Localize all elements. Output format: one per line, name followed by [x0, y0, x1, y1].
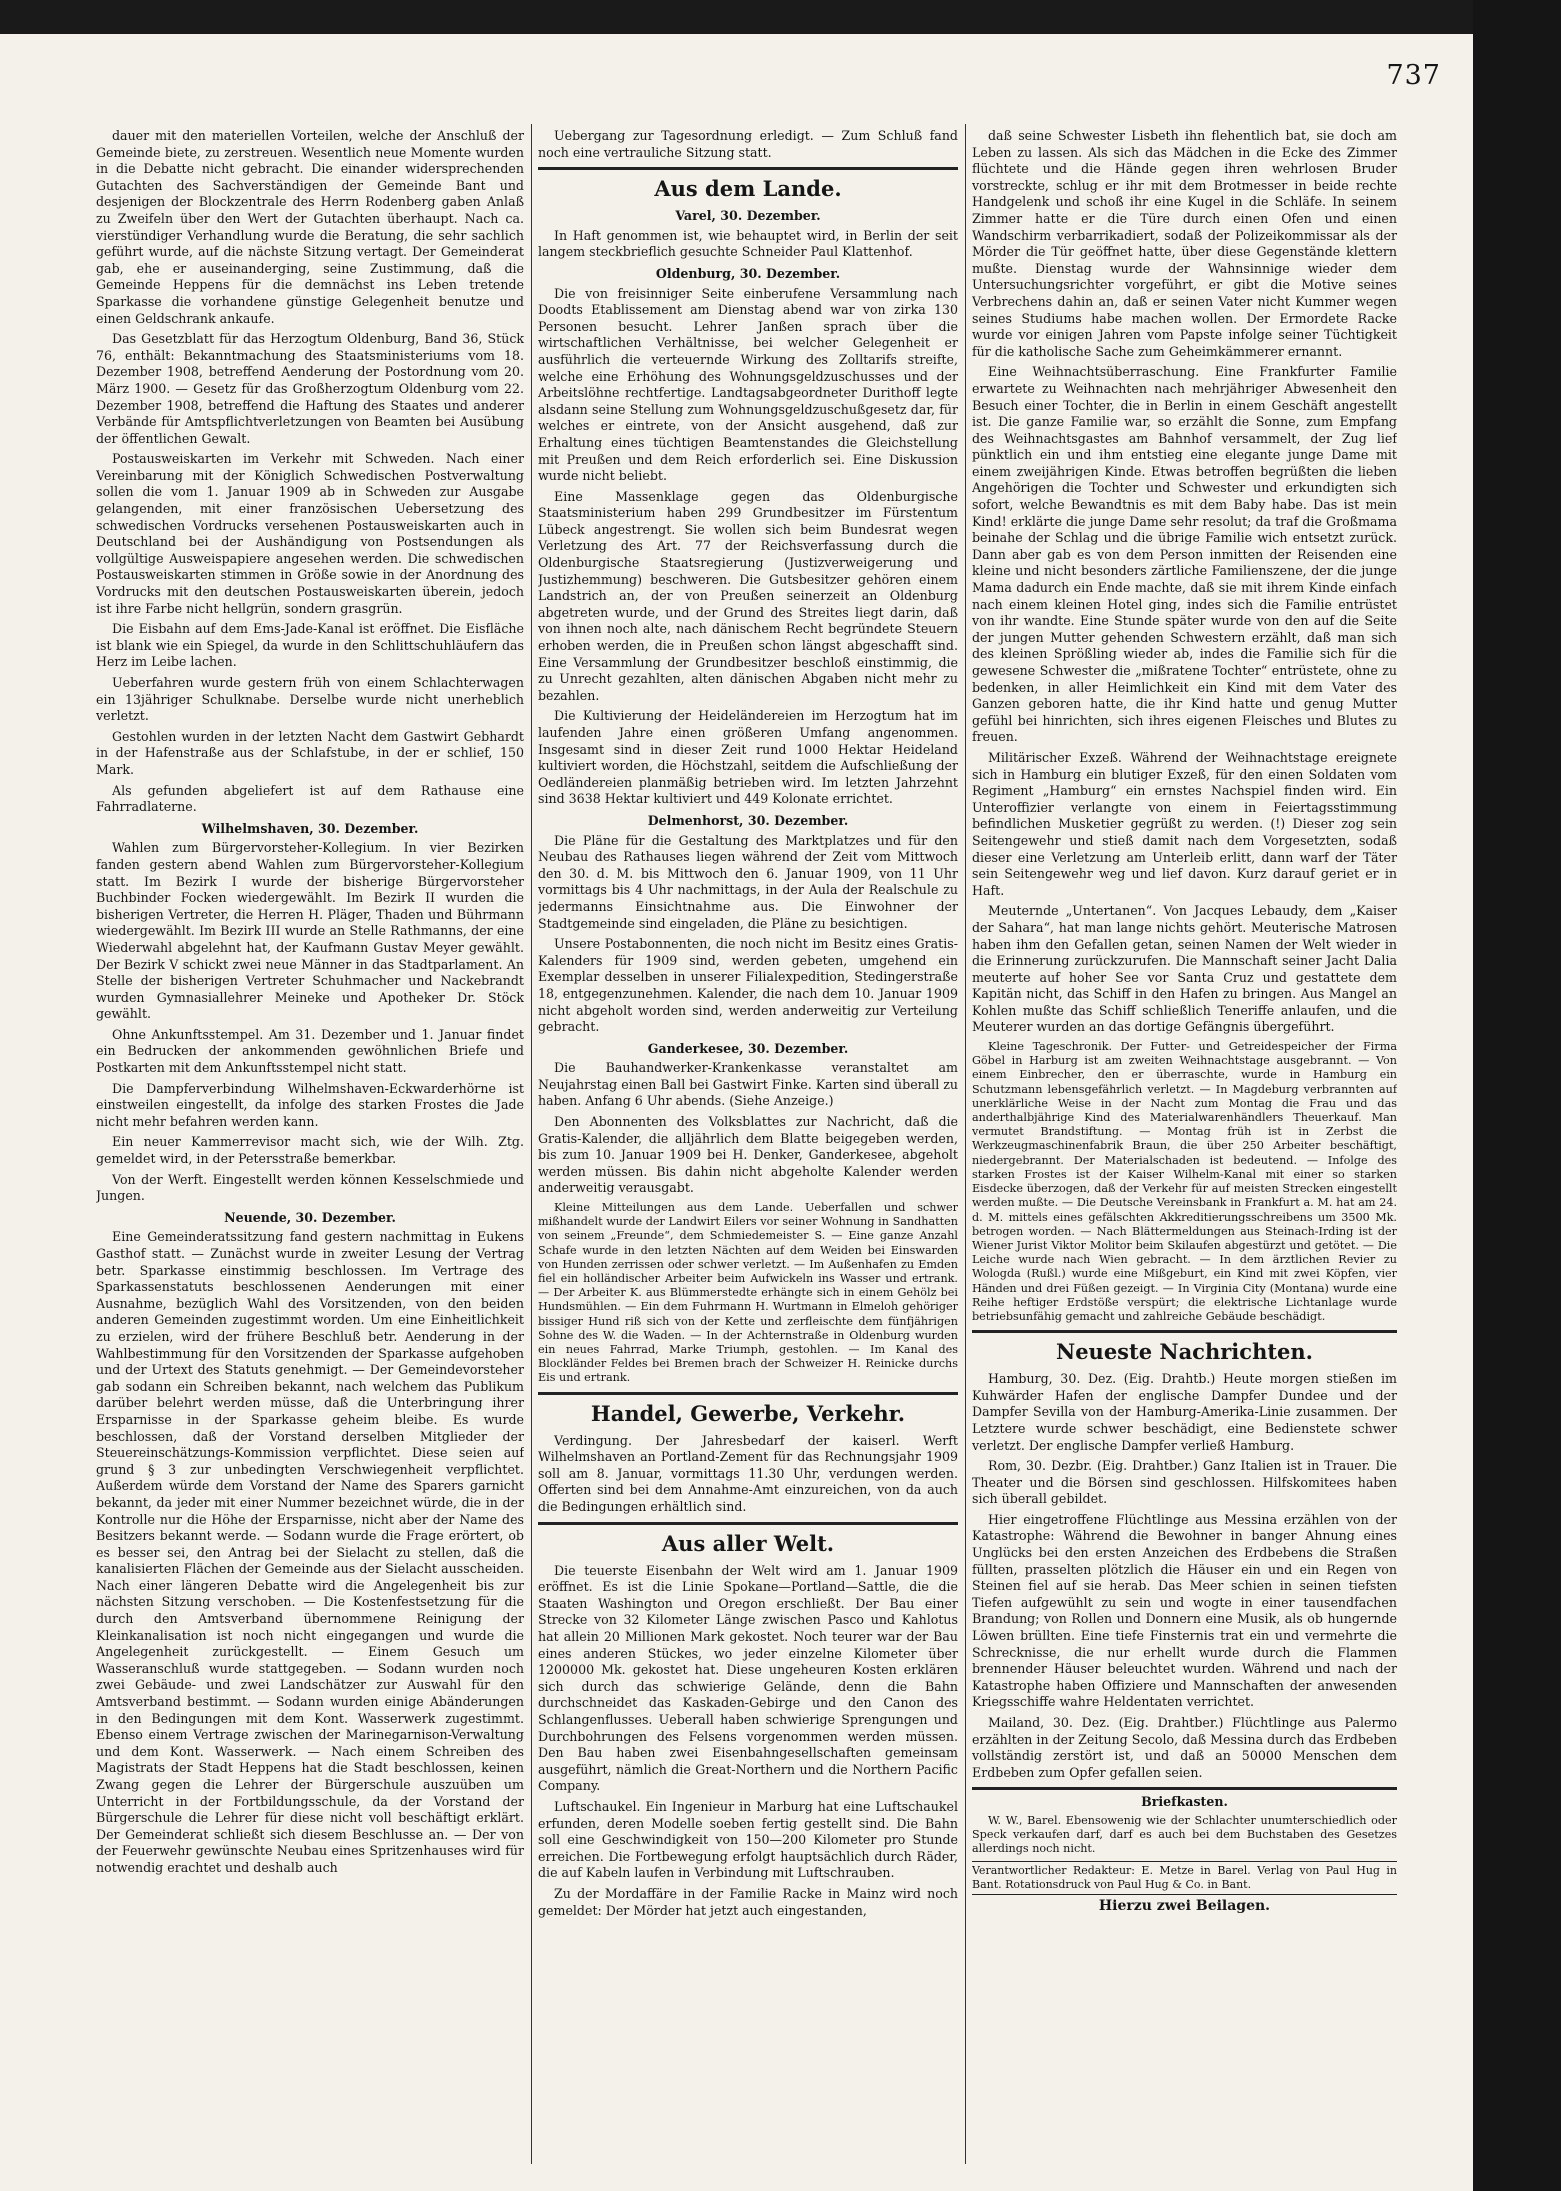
imprint: Verantwortlicher Redakteur: E. Metze in Barel. Verlag von Paul Hug in Bant. Rotationsdruck von Paul Hug & Co. in Bant.	[972, 1861, 1397, 1895]
scan-right-edge	[1473, 0, 1561, 2191]
article-paragraph: W. W., Barel. Ebensowenig wie der Schlachter unumterschiedlich oder Speck verkaufen darf, darf es auch bei dem Buchstaben des Gesetzes allerdings noch nicht.	[972, 1813, 1397, 1856]
article-paragraph: Kleine Mitteilungen aus dem Lande. Ueberfallen und schwer mißhandelt wurde der Landwirt Eilers vor seiner Wohnung in Sandhatten von seinem „Freunde“, dem Schmiedemeister S. — Eine ganze Anzahl Schafe wurde in den letzten Nächten auf dem Weiden bei Einswarden von Hunden zerrissen oder schwer verletzt. — Im Außenhafen zu Emden fiel ein holländischer Arbeiter beim Aufwickeln ins Wasser und ertrank. — Der Arbeiter K. aus Blümmerstedte erhängte sich in einem Gehölz bei Hundsmühlen. — Ein dem Fuhrmann H. Wurtmann in Elmeloh gehöriger bissiger Hund riß sich von der Kette und zerfleischte dem fünfjährigen Sohne des W. die Waden. — In der Achternstraße in Oldenburg wurden ein neues Fahrrad, Marke Triumph, gestohlen. — Im Kanal des Blockländer Feldes bei Bremen brach der Schweizer H. Reinicke durchs Eis und ertrank.	[538, 1201, 958, 1385]
dateline: Wilhelmshaven, 30. Dezember.	[201, 820, 419, 836]
dateline: Oldenburg, 30. Dezember.	[655, 265, 841, 281]
article-paragraph: Wahlen zum Bürgervorsteher-Kollegium. In vier Bezirken fanden gestern abend Wahlen zum Bürgervorsteher-Kollegium statt. Im Bezirk I wurde der bisherige Bürgervorsteher Buchbinder Focken wiedergewählt. Im Bezirk II wurden die bisherigen Vertreter, die Herren H. Pläger, Thaden und Bührmann wiedergewählt. Im Bezirk III wurde an Stelle Rathmanns, der eine Wiederwahl abgelehnt hat, der Kaufmann Gustav Meyer gewählt. Der Bezirk V schickt zwei neue Männer in das Stadtparlament. An Stelle der bisherigen Vertreter Schuhmacher und Nackebrandt wurden Gymnasiallehrer Meineke und Apotheker Dr. Stöck gewählt.	[96, 840, 524, 1022]
article-paragraph: Die von freisinniger Seite einberufene Versammlung nach Doodts Etablissement am Dienstag abend war von zirka 130 Personen besucht. Lehrer Janßen sprach über die wirtschaftlichen Verhältnisse, bei welcher Gelegenheit er ausführlich die verteuernde Wirkung des Zolltarifs streifte, welche eine Erhöhung des Wohnungsgeldzuschusses und der Arbeitslöhne rechtfertige. Landtagsabgeordneter Durithoff legte alsdann seine Stellung zum Wohnungsgeldzuschußgesetz dar, für welches er eintrete, von der Ansicht ausgehend, daß zur Erhaltung eines tüchtigen Beamtenstandes die Gleichstellung mit Preußen und dem Reich erforderlich sei. Eine Diskussion wurde nicht beliebt.	[538, 285, 958, 484]
article-paragraph: Das Gesetzblatt für das Herzogtum Oldenburg, Band 36, Stück 76, enthält: Bekanntmachung des Staatsministeriums vom 18. Dezember 1908, betreffend Aenderung der Postordnung vom 20. März 1900. — Gesetz für das Großherzogtum Oldenburg vom 22. Dezember 1908, betreffend die Haftung des Staates und anderer Verbände für Amtspflichtverletzungen von Beamten bei Ausübung der öffentlichen Gewalt.	[96, 331, 524, 446]
section-heading: Handel, Gewerbe, Verkehr.	[590, 1400, 906, 1426]
section-rule	[972, 1330, 1397, 1333]
article-paragraph: Hier eingetroffene Flüchtlinge aus Messina erzählen von der Katastrophe: Während die Bewohner in banger Ahnung eines Unglücks bei den ersten Anzeichen des Erdbebens die Straßen füllten, prasselten plötzlich die Häuser ein und ein Regen von Steinen fiel auf sie herab. Das Meer schien in seinen tiefsten Tiefen aufgewühlt zu sein und wogte in einer tausendfachen Brandung; von Rollen und Donnern eine Musik, als ob hungernde Löwen brüllten. Eine tiefe Finsternis trat ein und vermehrte die Schrecknisse, die nur erhellt wurde durch die Flammen brennender Häuser beleuchtet wurden. Während und nach der Katastrophe haben Offiziere und Mannschaften der anwesenden Kriegsschiffe wahre Heldentaten verrichtet.	[972, 1511, 1397, 1710]
article-paragraph: Rom, 30. Dezbr. (Eig. Drahtber.) Ganz Italien ist in Trauer. Die Theater und die Börsen sind geschlossen. Hilfskomitees haben sich überall gebildet.	[972, 1458, 1397, 1507]
article-paragraph: In Haft genommen ist, wie behauptet wird, in Berlin der seit langem steckbrieflich gesuchte Schneider Paul Klattenhof.	[538, 227, 958, 260]
article-paragraph: Mailand, 30. Dez. (Eig. Drahtber.) Flüchtlinge aus Palermo erzählten in der Zeitung Secolo, daß Messina durch das Erdbeben vollständig zerstört ist, und daß an 50000 Menschen dem Erdbeben zum Opfer gefallen seien.	[972, 1715, 1397, 1780]
article-paragraph: Unsere Postabonnenten, die noch nicht im Besitz eines Gratis-Kalenders für 1909 sind, werden gebeten, umgehend ein Exemplar desselben in unserer Filialexpedition, Stedingerstraße 18, entgegenzunehmen. Kalender, die nach dem 10. Januar 1909 nicht abgeholt worden sind, werden anderweitig zur Verteilung gebracht.	[538, 936, 958, 1035]
supplement-notice: Hierzu zwei Beilagen.	[1098, 1897, 1271, 1914]
section-rule	[538, 1522, 958, 1525]
dateline: Neuende, 30. Dezember.	[224, 1209, 396, 1225]
dateline: Varel, 30. Dezember.	[675, 208, 821, 224]
section-rule	[538, 167, 958, 170]
article-paragraph: Verdingung. Der Jahresbedarf der kaiserl. Werft Wilhelmshaven an Portland-Zement für das Rechnungsjahr 1909 soll am 8. Januar, vormittags 11.30 Uhr, verdungen werden. Offerten sind bei dem Annahme-Amt einzureichen, von da auch die Bedingungen erhältlich sind.	[538, 1432, 958, 1515]
article-paragraph: Gestohlen wurden in der letzten Nacht dem Gastwirt Gebhardt in der Hafenstraße aus der Schlafstube, in der er schlief, 150 Mark.	[96, 728, 524, 777]
article-paragraph: Meuternde „Untertanen“. Von Jacques Lebaudy, dem „Kaiser der Sahara“, hat man lange nichts gehört. Meuterische Matrosen haben ihm den Gefallen getan, seinen Namen der Welt wieder in die Erinnerung zurückzurufen. Die Mannschaft seiner Jacht Dalia meuterte auf hoher See vor Santa Cruz und gestattete dem Kapitän nicht, das Schiff in den Hafen zu bringen. Aus Mangel an Kohlen mußte das Schiff schließlich Teneriffe anlaufen, und die Meuterer wurden an das dortige Gefängnis übergeführt.	[972, 903, 1397, 1035]
article-paragraph: Die Eisbahn auf dem Ems-Jade-Kanal ist eröffnet. Die Eisfläche ist blank wie ein Spiegel, da wurde in den Schlittschuhläufern das Herz im Leibe lachen.	[96, 621, 524, 670]
article-paragraph: Eine Gemeinderatssitzung fand gestern nachmittag in Eukens Gasthof statt. — Zunächst wurde in zweiter Lesung der Vertrag betr. Sparkasse einstimmig beschlossen. Im Vertrage des Sparkassenstatuts beschlossenen Aenderungen mit einer Ausnahme, bezüglich Wahl des Vorsitzenden, von den beiden anderen Gemeinden zugestimmt worden. Um eine Einheitlichkeit zu erzielen, wird der frühere Beschluß betr. Aenderung in der Wahlbestimmung für den Vorsitzenden der Sparkasse aufgehoben und der Urtext des Statuts genehmigt. — Der Gemeindevorsteher gab sodann ein Schreiben bekannt, nach welchem das Publikum darüber belehrt werden müsse, daß die Unterbringung ihrer Ersparnisse in der Sparkasse geheim bleibe. Es wurde beschlossen, daß der Vorstand derselben Mitglieder der Steuereinschätzungs-Kommission verpflichtet. Diese seien auf grund § 3 zur unbedingten Verschwiegenheit verpflichtet. Außerdem würde dem Vorstand der Name des Sparers garnicht bekannt, da jeder mit einer Nummer bezeichnet würde, die in der Kontrolle nur die Höhe der Ersparnisse, nicht aber der Name des Besitzers bekannt werde. — Sodann wurde die Frage erörtert, ob es besser sei, den Antrag bei der Sielacht zu stellen, daß die kanalisierten Flächen der Gemeinde aus der Sielacht ausscheiden. Nach einer längeren Debatte wird die Angelegenheit bis zur nächsten Sitzung verschoben. — Die Kostenfestsetzung für die durch den Amtsverband übernommene Reinigung der Kleinkanalisation ist noch nicht eingegangen und wurde die Angelegenheit zurückgestellt. — Einem Gesuch um Wasseranschluß wurde stattgegeben. — Sodann wurden noch zwei Gebäude- und zwei Landschätzer zur Auswahl für den Amtsverband bestimmt. — Sodann wurden einige Abänderungen in den Bedingungen mit dem Kont. Wasserwerk zugestimmt. Ebenso einem Vertrage zwischen der Marinegarnison-Verwaltung und dem Kont. Wasserwerk. — Nach einem Schreiben des Magistrats der Stadt Heppens hat die Stadt beschlossen, keinen Zwang gegen die Lehrer der Bürgerschule auszuüben um Unterricht in der Fortbildungsschule, da der Vorstand der Bürgerschule die Lehrer für diese nicht voll beschäftigt erklärt. Der Gemeinderat schließt sich diesem Beschlusse an. — Der von der Feuerwehr gewünschte Neubau eines Spritzenhauses wird für notwendig erachtet und deshalb auch	[96, 1229, 524, 1875]
section-rule	[538, 1392, 958, 1395]
article-paragraph: Den Abonnenten des Volksblattes zur Nachricht, daß die Gratis-Kalender, die alljährlich dem Blatte beigegeben werden, bis zum 10. Januar 1909 bei H. Denker, Ganderkesee, abgeholt werden müssen. Bis dahin nicht abgeholte Kalender werden anderweitig verausgabt.	[538, 1114, 958, 1196]
article-paragraph: Die Dampferverbindung Wilhelmshaven-Eckwarderhörne ist einstweilen eingestellt, da infolge des starken Frostes die Jade nicht mehr befahren werden kann.	[96, 1080, 524, 1129]
section-heading: Aus dem Lande.	[654, 176, 842, 202]
article-paragraph: Ein neuer Kammerrevisor macht sich, wie der Wilh. Ztg. gemeldet wird, in der Petersstraße bemerkbar.	[96, 1134, 524, 1167]
article-paragraph: Von der Werft. Eingestellt werden können Kesselschmiede und Jungen.	[96, 1171, 524, 1204]
article-paragraph: Die Kultivierung der Heideländereien im Herzogtum hat im laufenden Jahre einen größeren Umfang angenommen. Insgesamt sind in dieser Zeit rund 1000 Hektar Heideland kultiviert worden, die Höchstzahl, seitdem die Aufschließung der Oedländereien planmäßig betrieben wird. Im letzten Jahrzehnt sind 3638 Hektar kultiviert und 449 Kolonate errichtet.	[538, 708, 958, 807]
dateline: Delmenhorst, 30. Dezember.	[647, 812, 849, 828]
article-paragraph: Die Pläne für die Gestaltung des Marktplatzes und für den Neubau des Rathauses liegen während der Zeit vom Mittwoch den 30. d. M. bis Mittwoch den 6. Januar 1909, von 11 Uhr vormittags bis 4 Uhr nachmittags, in der Aula der Realschule zu jedermanns Einsichtnahme aus. Die Einwohner der Stadtgemeinde sind eingeladen, die Pläne zu besichtigen.	[538, 832, 958, 931]
article-paragraph: Hamburg, 30. Dez. (Eig. Drahtb.) Heute morgen stießen im Kuhwärder Hafen der englische Dampfer Dundee und der Dampfer Sevilla von der Hamburg-Amerika-Linie zusammen. Der Letztere wurde schwer beschädigt, eine Bedienstete schwer verletzt. Der englische Dampfer verließ Hamburg.	[972, 1371, 1397, 1453]
dateline: Ganderkesee, 30. Dezember.	[647, 1040, 849, 1056]
article-paragraph: Die Bauhandwerker-Krankenkasse veranstaltet am Neujahrstag einen Ball bei Gastwirt Finke. Karten sind überall zu haben. Anfang 6 Uhr abends. (Siehe Anzeige.)	[538, 1060, 958, 1109]
article-paragraph: Postausweiskarten im Verkehr mit Schweden. Nach einer Vereinbarung mit der Königlich Schwedischen Postverwaltung sollen die vom 1. Januar 1909 ab in Schweden zur Ausgabe gelangenden, mit einer französischen Uebersetzung des schwedischen Vordrucks versehenen Postausweiskarten auch in Deutschland bei der Aushändigung von Postsendungen als vollgültige Ausweispapiere angesehen werden. Die schwedischen Postausweiskarten stimmen in Größe sowie in der Anordnung des Vordrucks mit den deutschen Postausweiskarten überein, jedoch ist ihre Farbe nicht hellgrün, sondern grasgrün.	[96, 451, 524, 616]
column-divider	[531, 124, 532, 2164]
article-paragraph: Ueberfahren wurde gestern früh von einem Schlachterwagen ein 13jähriger Schulknabe. Derselbe wurde nicht unerheblich verletzt.	[96, 675, 524, 724]
article-paragraph: Zu der Mordaffäre in der Familie Racke in Mainz wird noch gemeldet: Der Mörder hat jetzt auch eingestanden,	[538, 1885, 958, 1918]
article-paragraph: Die teuerste Eisenbahn der Welt wird am 1. Januar 1909 eröffnet. Es ist die Linie Spokane—Portland—Sattle, die die Staaten Washington und Oregon erschließt. Der Bau einer Strecke von 32 Kilometer Länge zwischen Pasco und Kahlotus hat allein 20 Millionen Mark gekostet. Noch teurer war der Bau eines anderen Stückes, wo jeder einzelne Kilometer über 1200000 Mk. gekostet hat. Diese ungeheuren Kosten erklären sich durch das schwierige Gelände, denn die Bahn durchschneidet das Kaskaden-Gebirge und den Canon des Schlangenflusses. Ueberall haben schwierige Sprengungen und Durchbohrungen des Felsens vorgenommen werden müssen. Den Bau haben zwei Eisenbahngesellschaften gemeinsam ausgeführt, nämlich die Great-Northern und die Northern Pacific Company.	[538, 1562, 958, 1794]
article-paragraph: Militärischer Exzeß. Während der Weihnachtstage ereignete sich in Hamburg ein blutiger Exzeß, für den einen Soldaten vom Regiment „Hamburg“ ein ernstes Nachspiel finden wird. Ein Unteroffizier verlangte von einem in Feiertagsstimmung befindlichen Musketier gegrüßt zu werden. (!) Dieser zog sein Seitengewehr und stieß damit nach dem Vorgesetzten, sodaß dieser eine Verletzung am Unterleib erlitt, dann warf der Täter sein Seitengewehr weg und lief davon. Kurz darauf geriet er in Haft.	[972, 749, 1397, 898]
article-paragraph: Luftschaukel. Ein Ingenieur in Marburg hat eine Luftschaukel erfunden, deren Modelle soeben fertig gestellt sind. Die Bahn soll eine Geschwindigkeit von 150—200 Kilometer pro Stunde erreichen. Die Fortbewegung erfolgt hauptsächlich durch Räder, die auf Kabeln laufen in Verbindung mit Luftschrauben.	[538, 1798, 958, 1881]
column-divider	[965, 124, 966, 2164]
section-heading: Aus aller Welt.	[661, 1530, 835, 1556]
article-paragraph: Eine Massenklage gegen das Oldenburgische Staatsministerium haben 299 Grundbesitzer im Fürstentum Lübeck angestrengt. Sie wollen sich beim Bundesrat wegen Verletzung des Art. 77 der Reichsverfassung durch die Oldenburgische Staatsregierung (Justizverweigerung und Justizhemmung) beschweren. Die Gutsbesitzer gehören einem Landstrich an, der von Preußen seinerzeit an Oldenburg abgetreten wurde, und der Grund des Streites liegt darin, daß von ihnen noch alte, nach dänischem Recht begründete Steuern erhoben werden, die in Preußen schon längst abgeschafft sind. Eine Versammlung der Grundbesitzer beschloß einstimmig, die zu Unrecht gezahlten, alten dänischen Abgaben nicht mehr zu bezahlen.	[538, 488, 958, 703]
section-rule	[972, 1787, 1397, 1790]
article-paragraph: dauer mit den materiellen Vorteilen, welche der Anschluß der Gemeinde biete, zu zerstreuen. Wesentlich neue Momente wurden in die Debatte nicht gebracht. Die einander widersprechenden Gutachten des Sachverständigen der Gemeinde Bant und desjenigen der Blockzentrale des Herrn Rodenberg gaben Anlaß zu Zweifeln über den Wert der Gutachten überhaupt. Nach ca. vierstündiger Verhandlung wurde die Beratung, die sehr sachlich geführt wurde, auf die nächste Sitzung vertagt. Der Gemeinderat gab, ehe er auseinanderging, seine Zustimmung, daß die Gemeinde Heppens für die demnächst ins Leben tretende Sparkasse die vorhandene günstige Gelegenheit benutze und einen Geldschrank ankaufe.	[96, 128, 524, 326]
article-paragraph: Ohne Ankunftsstempel. Am 31. Dezember und 1. Januar findet ein Bedrucken der ankommenden gewöhnlichen Briefe und Postkarten mit dem Ankunftsstempel nicht statt.	[96, 1026, 524, 1076]
column-middle	[538, 128, 958, 2168]
column-right	[972, 128, 1397, 2168]
article-paragraph: Eine Weihnachtsüberraschung. Eine Frankfurter Familie erwartete zu Weihnachten nach mehrjähriger Abwesenheit den Besuch einer Tochter, die in Berlin in einem Geschäft angestellt ist. Die ganze Familie war, so erzählt die Sonne, zum Empfang des Weihnachtsgastes am Bahnhof versammelt, der Zug lief pünktlich ein und ihm entstieg eine elegante junge Dame mit einem zweijährigen Kinde. Etwas betroffen begrüßten die lieben Angehörigen die Tochter und Schwester und erkundigten sich sofort, welche Bewandtnis es mit dem Baby habe. Das ist mein Kind! erklärte die junge Dame sehr resolut; da traf die Großmama beinahe der Schlag und die übrige Familie wich entsetzt zurück. Dann aber gab es von dem Person inmitten der Reisenden eine kleine und nicht besonders zärtliche Familienszene, der die junge Mama dadurch ein Ende machte, daß sie mit ihrem Kinde einfach nach einem kleinen Hotel ging, indes sich die Familie entrüstet von ihr wandte. Eine Stunde später wurde von den auf die Seite der jungen Mutter gehenden Schwestern erzählt, daß man sich des kleinen Sprößling wieder ab, indes die Familie sich für die gewesene Schwester die „mißratene Tochter“ entrüstete, ohne zu bedenken, in aller Heimlichkeit ein Kind mit dem Vater des Ganzen geboren hatte, die ihr Kind hatte und genug Mutter gefühl bei hinrichten, sich ihres eigenen Fleisches und Blutes zu freuen.	[972, 364, 1397, 745]
section-heading: Neueste Nachrichten.	[1056, 1339, 1313, 1365]
page-number: 737	[1386, 60, 1441, 91]
article-paragraph: daß seine Schwester Lisbeth ihn flehentlich bat, sie doch am Leben zu lassen. Als sich das Mädchen in die Ecke des Zimmer flüchtete und die Hände gegen ihren wehrlosen Bruder vorstreckte, schlug er ihr mit dem Brotmesser in beide rechte Handgelenk und schoß ihr eine Kugel in die Schläfe. In seinem Zimmer hatte er die Türe durch einen Ofen und einen Wandschirm verbarrikadiert, sodaß der Polizeikommissar als der Mörder die Tür geöffnet hatte, über diese Gegenstände klettern mußte. Dienstag wurde der Wahnsinnige wieder dem Untersuchungsrichter vorgeführt, er gibt die Motive seines Verbrechens dahin an, daß er seinen Vater nicht Kummer wegen seines Studiums habe machen wollen. Der Ermordete Racke wurde vor einigen Jahren vom Papste infolge seiner Tüchtigkeit für die katholische Sache zum Geheimkämmerer ernannt.	[972, 128, 1397, 359]
article-paragraph: Als gefunden abgeliefert ist auf dem Rathause eine Fahrradlaterne.	[96, 782, 524, 815]
article-paragraph: Kleine Tageschronik. Der Futter- und Getreidespeicher der Firma Göbel in Harburg ist am zweiten Weihnachtstage ausgebrannt. — Von einem Einbrecher, den er überraschte, wurde in Hamburg ein Schutzmann lebensgefährlich verletzt. — In Magdeburg verbrannten auf unerklärliche Weise in der Nacht zum Montag die Frau und das anderthalbjährige Kind des Materialwarenhändlers Theuerkauf. Man vermutet Brandstiftung. — Montag früh ist in Zerbst die Werkzeugmaschinenfabrik Braun, die über 250 Arbeiter beschäftigt, niedergebrannt. Der Materialschaden ist bedeutend. — Infolge des starken Frostes ist der Kaiser Wilhelm-Kanal mit einer so starken Eisdecke überzogen, daß der Verkehr für auf meisten Strecken eingestellt werden mußte. — Die Deutsche Vereinsbank in Frankfurt a. M. hat am 24. d. M. mittels eines gefälschten Akkreditierungsschreibens um 3500 Mk. betrogen worden. — Nach Blättermeldungen aus Steinach-Irding ist der Wiener Jurist Viktor Molitor beim Skilaufen abgestürzt und getötet. — Die Leiche wurde nach Wien gebracht. — In dem ärztlichen Revier zu Wologda (Rußl.) wurde eine Mißgeburt, ein Kind mit zwei Köpfen, vier Händen und drei Füßen gezeigt. — In Virginia City (Montana) wurde eine Reihe heftiger Erdstöße verspürt; die elektrische Lichtanlage wurde betriebsunfähig gemacht und zahlreiche Gebäude beschädigt.	[972, 1040, 1397, 1323]
scan-top-edge	[0, 0, 1561, 34]
article-paragraph: Uebergang zur Tagesordnung erledigt. — Zum Schluß fand noch eine vertrauliche Sitzung statt.	[538, 128, 958, 160]
section-heading: Briefkasten.	[1141, 1794, 1228, 1810]
column-left	[96, 128, 524, 2168]
